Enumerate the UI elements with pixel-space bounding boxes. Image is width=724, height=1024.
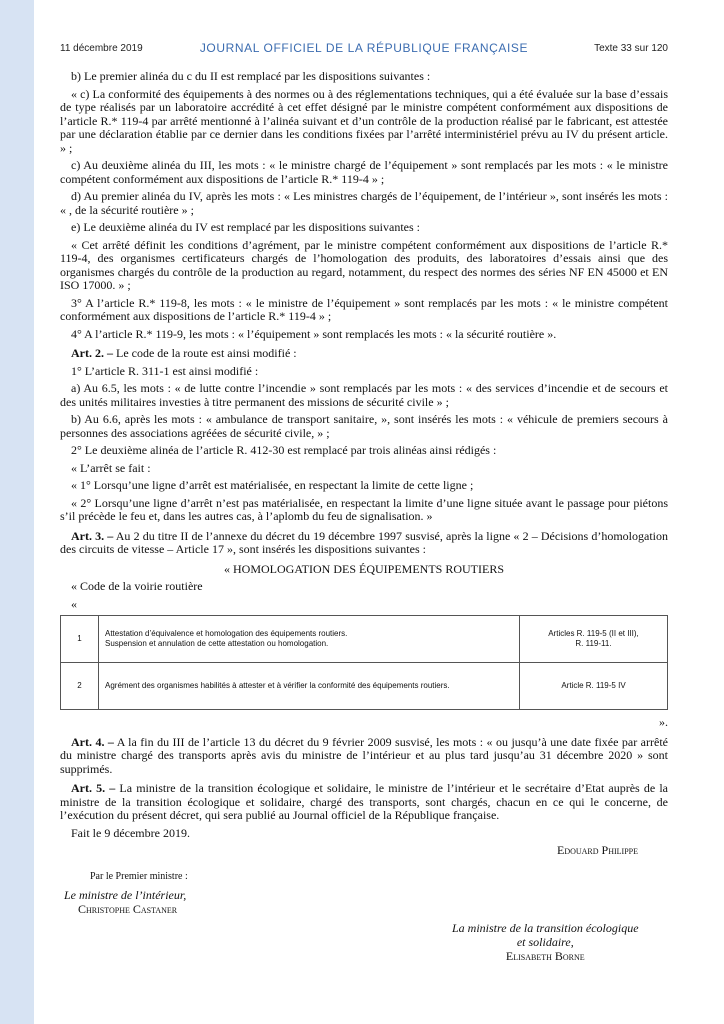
article-text: La ministre de la transition écologique et solidaire, le ministre de l’intérieur et le secrétaire d’Etat auprès de la ministre de la transition écologique et solidaire, chargé des transports, sont chargés, chacun en ce qui le concerne, de l’exécution du présent décret, qui sera publié au Journal officiel de la République française. — [60, 781, 668, 822]
signature-title: et solidaire, — [516, 935, 574, 949]
table-cell-text: Agrément des organismes habilités à attester et à vérifier la conformité des équipements routiers. — [105, 681, 450, 690]
article-text: A la fin du III de l’article 13 du décret du 9 février 2009 susvisé, les mots : « ou jusqu’à une date fixée par arrêté du ministre chargé des transports après avis du ministre de l’intérieur et au plus tard jusqu’au 31 décembre 2020 » sont supprimés. — [60, 734, 668, 776]
header-date: 11 décembre 2019 — [60, 43, 143, 54]
table-cell-description — [99, 663, 520, 710]
signature-interieur — [64, 888, 186, 916]
article-label: Art. 5. – — [71, 781, 116, 795]
page-header — [60, 42, 668, 58]
paragraph: b) Le premier alinéa du c du II est remplacé par les dispositions suivantes : — [71, 69, 431, 83]
table-cell-description — [99, 616, 520, 663]
table-cell-text: Articles R. 119-5 (II et III), — [548, 629, 639, 638]
signature-prime-minister: Edouard Philippe — [556, 843, 638, 857]
signature-title: La ministre de la transition écologique — [452, 921, 639, 935]
paragraph: « L’arrêt se fait : — [71, 460, 151, 475]
table-row — [61, 663, 668, 710]
table-cell-reference — [520, 663, 668, 710]
paragraph: b) Au 6.6, après les mots : « ambulance de transport sanitaire, », sont insérés les mots : « véhicule de premiers secours à personnes des associations agréées de sécurité civile, » ; — [60, 412, 668, 440]
paragraph: 3° A l’article R.* 119-8, les mots : « le ministre de l’équipement » sont remplacés par les mots : « le ministre compétent conformément aux dispositions de l’article R.* 119-4 » ; — [60, 295, 668, 323]
closing-quote: ». — [659, 715, 668, 729]
paragraph: c) Au deuxième alinéa du III, les mots : « le ministre chargé de l’équipement » sont remplacés par les mots : « le ministre compétent conformément aux dispositions de l’article R.* 119-4 » ; — [60, 158, 668, 186]
article-label: Art. 2. – — [71, 346, 113, 360]
paragraph: a) Au 6.5, les mots : « de lutte contre l’incendie » sont remplacés par les mots : « des services d’incendie et de secours et des unités militaires investies à titre permanent des missions de sécurité civile » ; — [60, 381, 668, 409]
signature-title: Le ministre de l’intérieur, — [64, 888, 187, 902]
signature-name: Christophe Castaner — [78, 902, 178, 916]
table-cell-reference — [520, 616, 668, 663]
paragraph: « 2° Lorsqu’une ligne d’arrêt n’est pas matérialisée, en respectant la limite d’une ligne située avant le passage pour piétons s’il précède le feu et, dans les autres cas, à l’aplomb du feu de signalisation. » — [60, 495, 668, 523]
signature-date: Fait le 9 décembre 2019. — [71, 825, 190, 840]
article-3 — [60, 530, 668, 557]
signature-transition — [452, 921, 639, 963]
paragraph: « 1° Lorsqu’une ligne d’arrêt est matérialisée, en respectant la limite de cette ligne ; — [71, 478, 474, 492]
header-text-number: Texte 33 sur 120 — [594, 43, 668, 54]
header-journal-title: JOURNAL OFFICIEL DE LA RÉPUBLIQUE FRANÇAISE — [199, 41, 529, 55]
paragraph: « Code de la voirie routière — [71, 579, 203, 593]
article-5 — [60, 782, 668, 823]
page-sidebar — [0, 0, 34, 1024]
article-text: Le code de la route est ainsi modifié : — [113, 346, 297, 360]
paragraph: 4° A l’article R.* 119-9, les mots : « l’équipement » sont remplacés les mots : « la sécurité routière ». — [71, 326, 557, 341]
article-label: Art. 4. – — [71, 734, 114, 749]
paragraph: « c) La conformité des équipements à des normes ou à des réglementations techniques, qui a été évaluée sur la base d’essais de type réalisés par un laboratoire accrédité à cet effet désigné par le ministre compétent conformément aux dispositions de l’article R.* 119-4 par arrêté mentionné à l’alinéa suivant et d’un contrôle de la production réalisé par le fabricant, est attestée par une déclaration établie par ce dernier dans les conditions fixées par l’arrêté interministériel prévu au IV du présent article. » ; — [60, 86, 668, 155]
article-2 — [60, 347, 668, 361]
paragraph: « — [71, 596, 77, 611]
table-cell-number: 1 — [61, 616, 99, 663]
table-cell-text: R. 119-11. — [575, 639, 612, 648]
table-cell-number: 2 — [61, 663, 99, 710]
document-body — [60, 70, 668, 994]
signatures — [60, 844, 668, 994]
signature-name: Elisabeth Borne — [505, 949, 585, 963]
article-text: Au 2 du titre II de l’annexe du décret du 19 décembre 1997 susvisé, après la ligne « 2 – Décisions d’homologation des circuits de vitesse – Article 17 », sont insérés les dispositions suivantes : — [60, 528, 668, 556]
table-cell-text: Article R. 119-5 IV — [561, 681, 626, 690]
paragraph: « Cet arrêté définit les conditions d’agrément, par le ministre compétent conformément aux dispositions de l’article R.* 119-4, des organismes certificateurs chargés de l’homologation des produits, des laboratoires d’essais ainsi que des organismes chargés du contrôle de la production au regard, notamment, du respect des normes des séries NF EN 45000 et EN ISO 17000. » ; — [60, 237, 668, 292]
paragraph: 1° L’article R. 311-1 est ainsi modifié : — [71, 363, 259, 378]
section-heading: « HOMOLOGATION DES ÉQUIPEMENTS ROUTIERS — [224, 561, 504, 576]
paragraph: e) Le deuxième alinéa du IV est remplacé par les dispositions suivantes : — [71, 220, 421, 234]
homologation-table — [60, 615, 668, 710]
table-row — [61, 616, 668, 663]
article-label: Art. 3. – — [71, 528, 114, 543]
signature-par-le-pm: Par le Premier ministre : — [90, 871, 188, 882]
paragraph: d) Au premier alinéa du IV, après les mots : « Les ministres chargés de l’équipement, de l’intérieur », sont insérés les mots : « , de la sécurité routière » ; — [60, 189, 668, 217]
table-cell-text: Suspension et annulation de cette attestation ou homologation. — [105, 639, 329, 648]
article-4 — [60, 736, 668, 777]
paragraph: 2° Le deuxième alinéa de l’article R. 412-30 est remplacé par trois alinéas ainsi rédigés : — [71, 443, 497, 457]
table-cell-text: Attestation d’équivalence et homologation des équipements routiers. — [105, 629, 348, 638]
